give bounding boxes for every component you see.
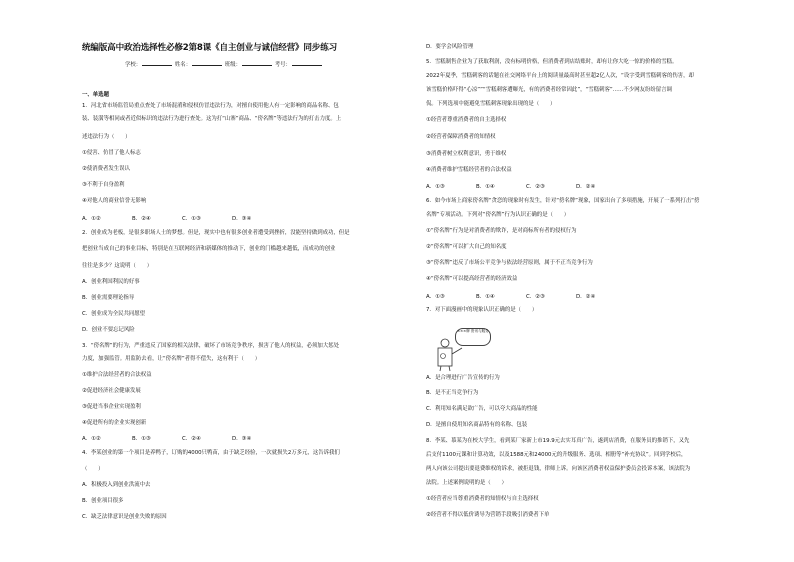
option: B．①④ [476,294,495,300]
name-blank [192,60,222,66]
options-row [82,434,282,442]
right-line: D．要学会风险管理 [426,44,474,50]
option: A．①② [82,436,101,442]
cartoon-caption: ×××牌 资讯与服务 [455,328,491,346]
left-line: 述违法行为（ ） [82,134,131,140]
option: D．②④ [576,294,596,300]
left-line: B．创业项目很多 [82,498,124,504]
left-line: ②使消费者发生误认 [82,166,130,172]
left-line: 力度，加强监管。用监防去看，让“傍名牌”者得不偿失，这有利于（ ） [82,356,261,362]
option: C．②③ [526,294,545,300]
right-line: ②经营者保障消费者的知情权 [426,134,496,140]
right-line: ①经营者应当尊重消费者的知情权与自主选择权 [426,496,539,502]
right-line: 侃。下列选项中能避免雪糕刺客现象出现的是（ ） [426,101,556,107]
right-line: 该雪糕价格吓得“心凉””“雪糕刺客遭曝光，有的消费者经常因此”，“雪糕刺客”……不少网友纷纷留言调 [426,87,672,93]
option: C．①③ [182,216,201,222]
left-line: D．创业不要忘记风险 [82,327,135,333]
right-line: ①经营者尊重消费者的自主选择权 [426,117,507,123]
right-line: A．是合理进行广告宣传的行为 [426,375,500,381]
left-line: B．创业需要理论指导 [82,295,135,301]
page-title: 统编版高中政治选择性必修2第8课《自主创业与诚信经营》同步练习 [82,43,337,53]
option: B．①③ [132,436,151,442]
option: C．②④ [182,436,201,442]
left-line: 装、装潢等相同或者近似标识的违法行为进行查处。这为打“山寨”商品、“傍名牌”等违法行为的打击力度。上 [82,116,342,122]
school-label: 学校： [125,62,142,68]
option: B．①④ [476,184,495,190]
left-line: 1．河北省市场监管局重点查处了市场混淆和侵权仿冒违法行为，对擅自使用他人有一定影响的商品名称、包 [82,103,339,109]
right-line: ②经营者不得以低价诱导为营销手段吸引消费者下单 [426,512,550,518]
right-line: ①“傍名牌”行为是对消费者的欺诈，是对商标所有者的侵权行为 [426,228,577,234]
class-blank [242,60,272,66]
right-line: ④“傍名牌”可以提高经营者的经济效益 [426,276,518,282]
right-line: 5．雪糕制售企业为了获取利润，没有标明价格，但消费者到店结账时，却有让你大吃一惊的价格的雪糕。 [426,59,678,65]
right-line: ③消费者树立权利意识，勇于维权 [426,151,507,157]
left-line: C．缺乏法律意识是创业失败的原因 [82,514,167,520]
left-line: C．创业成为全民共同愿望 [82,311,146,317]
name-label: 姓名： [174,62,192,68]
right-line: D．是擅自使用知名商品特有的名称、包装 [426,422,528,428]
right-line: 2022年夏季，雪糕刺客的话题在社交网络平台上的阅读量最高时甚至超2亿人次，“设字受到雪糕刺客的伤害，却 [426,73,694,79]
left-line: 4．李某创业的第一个项目是养鸭子，订购的4000只鸭苗，由于缺乏经验，一次就损失2万多元，这告诉我们 [82,450,340,456]
right-line: 名牌”专项活动。下列对“傍名牌”行为认识正确的是（ ） [426,212,570,218]
left-line: 把创业当成自己的事业目标，特别是在互联网经济和新媒体的推动下，创业的门槛越来越低，而成功的创业 [82,246,336,252]
left-line: A．积极投入到创业洪流中去 [82,482,151,488]
class-label: 班级： [224,62,241,68]
option: C．②③ [526,184,545,190]
left-line: 3．“傍名牌”的行为，严重违反了国家的相关法律，破坏了市场竞争秩序，损害了他人的权益，必须加大惩处 [82,343,339,349]
right-line: B．是不正当竞争行为 [426,390,479,396]
right-line: ②“傍名牌”可以扩大自己的知名度 [426,244,507,250]
options-row [426,292,626,300]
section-heading: 一、单选题 [82,92,109,98]
option: A．①③ [426,294,445,300]
left-line: A．创业利国利民的好事 [82,279,140,285]
right-line: 法院。上述案例说明的是（ ） [426,480,507,486]
exam-no-label: 考号： [274,62,291,68]
student-info-line [125,60,395,68]
option: A．①③ [426,184,445,190]
left-line: ①侵害、仿冒了他人标志 [82,150,141,156]
left-line: ①维护合法经营者的合法权益 [82,372,152,378]
right-line: C．利用知名满足欲广告，可以夸大商品的性能 [426,406,538,412]
exam-no-blank [292,60,322,66]
left-line: ④对他人的商业信誉无影响 [82,198,147,204]
right-line: 后支付1100元课和计算功效，以及1588元和24000元的升级服务、选项、相册等“补充协议”。回到学校后， [426,452,687,458]
right-line: 两人向该公司提出要退费维权的诉求，被拒退钱，律师上诉。向该区消费者权益保护委员会投诉本案，该法院为 [426,466,691,472]
right-line: ④消费者维护雪糕经营者的合法权益 [426,167,512,173]
left-line: ②促进经济社会健康发展 [82,388,141,394]
left-line: 2．创业成为老板，是很多职场人士的梦想。但是，现实中也有很多创业者遭受到挫折，没能坚持做到成功，但是 [82,230,350,236]
left-line: ③不利于自身盈利 [82,182,125,188]
left-line: ③促进当事企业实现盈利 [82,404,141,410]
school-blank [142,60,172,66]
right-line: 7．对下面漫画中的现象认识正确的是（ ） [426,307,538,313]
option: D．②④ [576,184,596,190]
right-line: 6．如今市场上商家傍名牌“贪恋的现象时有发生，针对“傍名牌”现象，国家出台了多项措施，开展了一系列打击“傍 [426,198,700,204]
option: D．③④ [232,216,252,222]
option: D．③④ [232,436,252,442]
left-line: ④促进所有的企业实现创新 [82,420,147,426]
right-line: ③“傍名牌”违反了市场公平竞争与依法经营原则，属于不正当竞争行为 [426,260,593,266]
option: A．①② [82,216,101,222]
option: B．②④ [132,216,151,222]
left-line: （ ） [82,466,104,472]
right-line: 8．李某、慕某为在校大学生，看到某厂家新上市19.9元去实耳真广告，遂到店消费，在服务员的推销下，又先 [426,438,690,444]
options-row [82,214,282,222]
options-row [426,182,626,190]
left-line: 往往是多少？这说明（ ） [82,263,153,269]
